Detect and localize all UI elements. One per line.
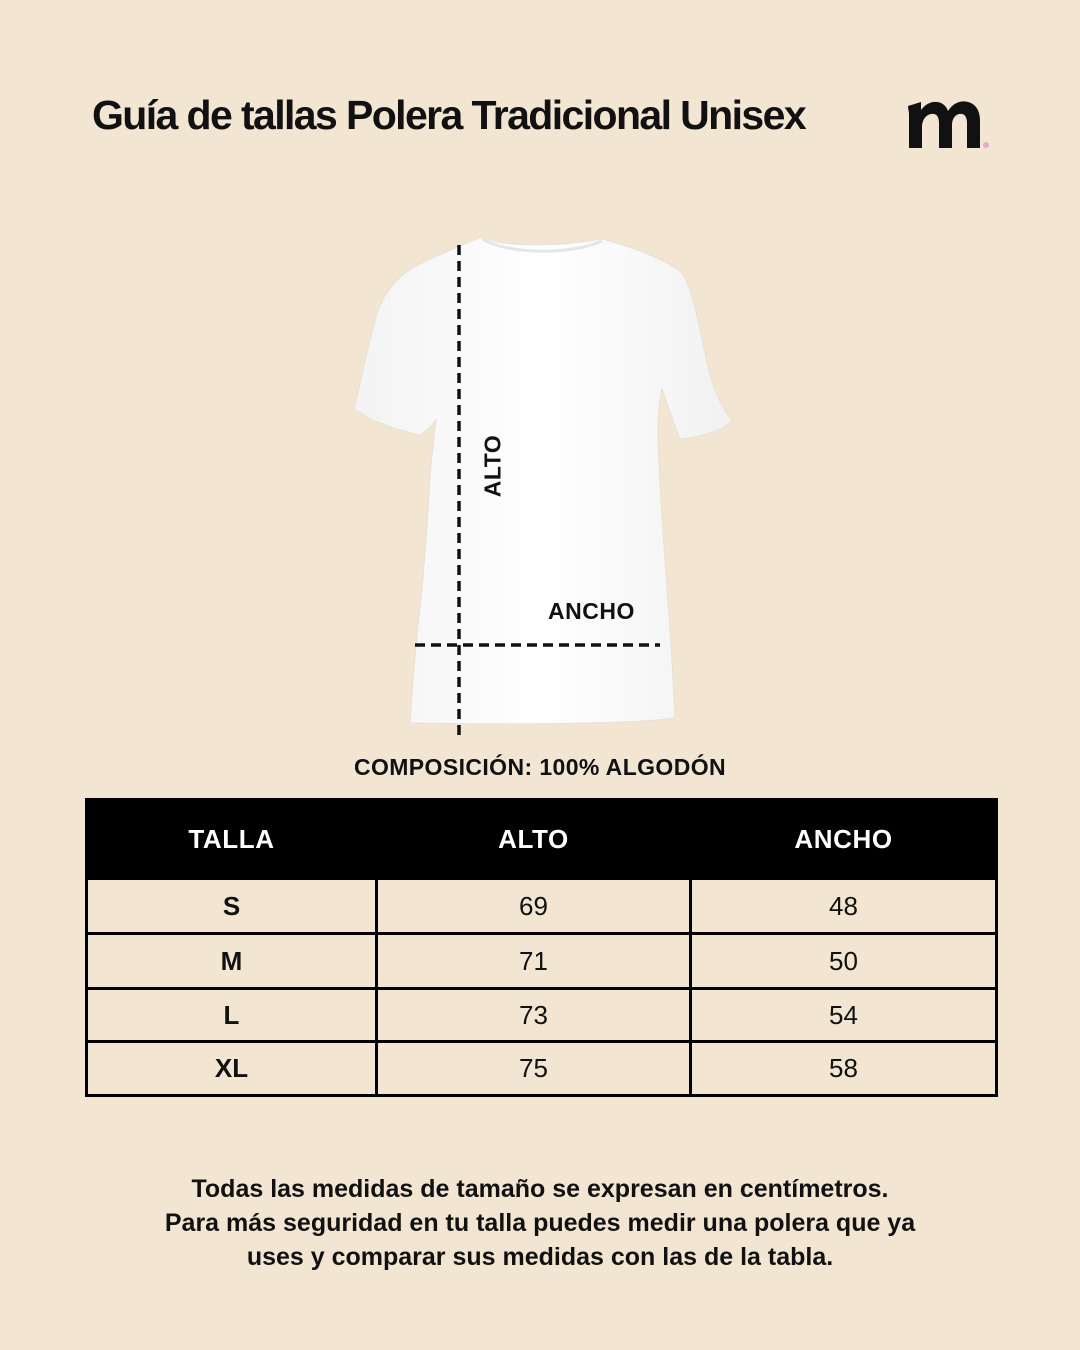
alto-cell: 69: [377, 879, 691, 934]
table-header-row: [87, 800, 997, 879]
alto-cell: 73: [377, 989, 691, 1042]
page-title: Guía de tallas Polera Tradicional Unisex: [92, 92, 806, 138]
table-row: [87, 1042, 997, 1096]
table-row: [87, 989, 997, 1042]
logo-letter-m: [908, 101, 980, 148]
alto-cell: 75: [377, 1042, 691, 1096]
ancho-cell: 50: [691, 934, 997, 989]
column-header-alto: ALTO: [377, 800, 691, 879]
size-cell: S: [87, 879, 377, 934]
note-line: uses y comparar sus medidas con las de la tabla.: [246, 1243, 834, 1271]
size-table: [85, 798, 998, 1097]
m-letter-logo: [904, 92, 994, 154]
logo-dot: [983, 142, 989, 148]
ancho-cell: 54: [691, 989, 997, 1042]
height-measure-label: ALTO: [479, 434, 506, 498]
size-cell: L: [87, 989, 377, 1042]
size-cell: XL: [87, 1042, 377, 1096]
width-measure-label: ANCHO: [548, 598, 635, 624]
column-header-talla: TALLA: [87, 800, 377, 879]
column-header-ancho: ANCHO: [691, 800, 997, 879]
t-shirt-body: [354, 237, 732, 724]
ancho-cell: 48: [691, 879, 997, 934]
measurement-note: [0, 1172, 1080, 1274]
size-cell: M: [87, 934, 377, 989]
ancho-cell: 58: [691, 1042, 997, 1096]
composition-text: COMPOSICIÓN: 100% ALGODÓN: [353, 754, 727, 780]
note-line: Todas las medidas de tamaño se expresan en centímetros.: [191, 1175, 889, 1203]
note-line: Para más seguridad en tu talla puedes medir una polera que ya: [164, 1209, 916, 1237]
table-row: [87, 879, 997, 934]
table-row: [87, 934, 997, 989]
t-shirt-illustration: [340, 225, 750, 745]
alto-cell: 71: [377, 934, 691, 989]
